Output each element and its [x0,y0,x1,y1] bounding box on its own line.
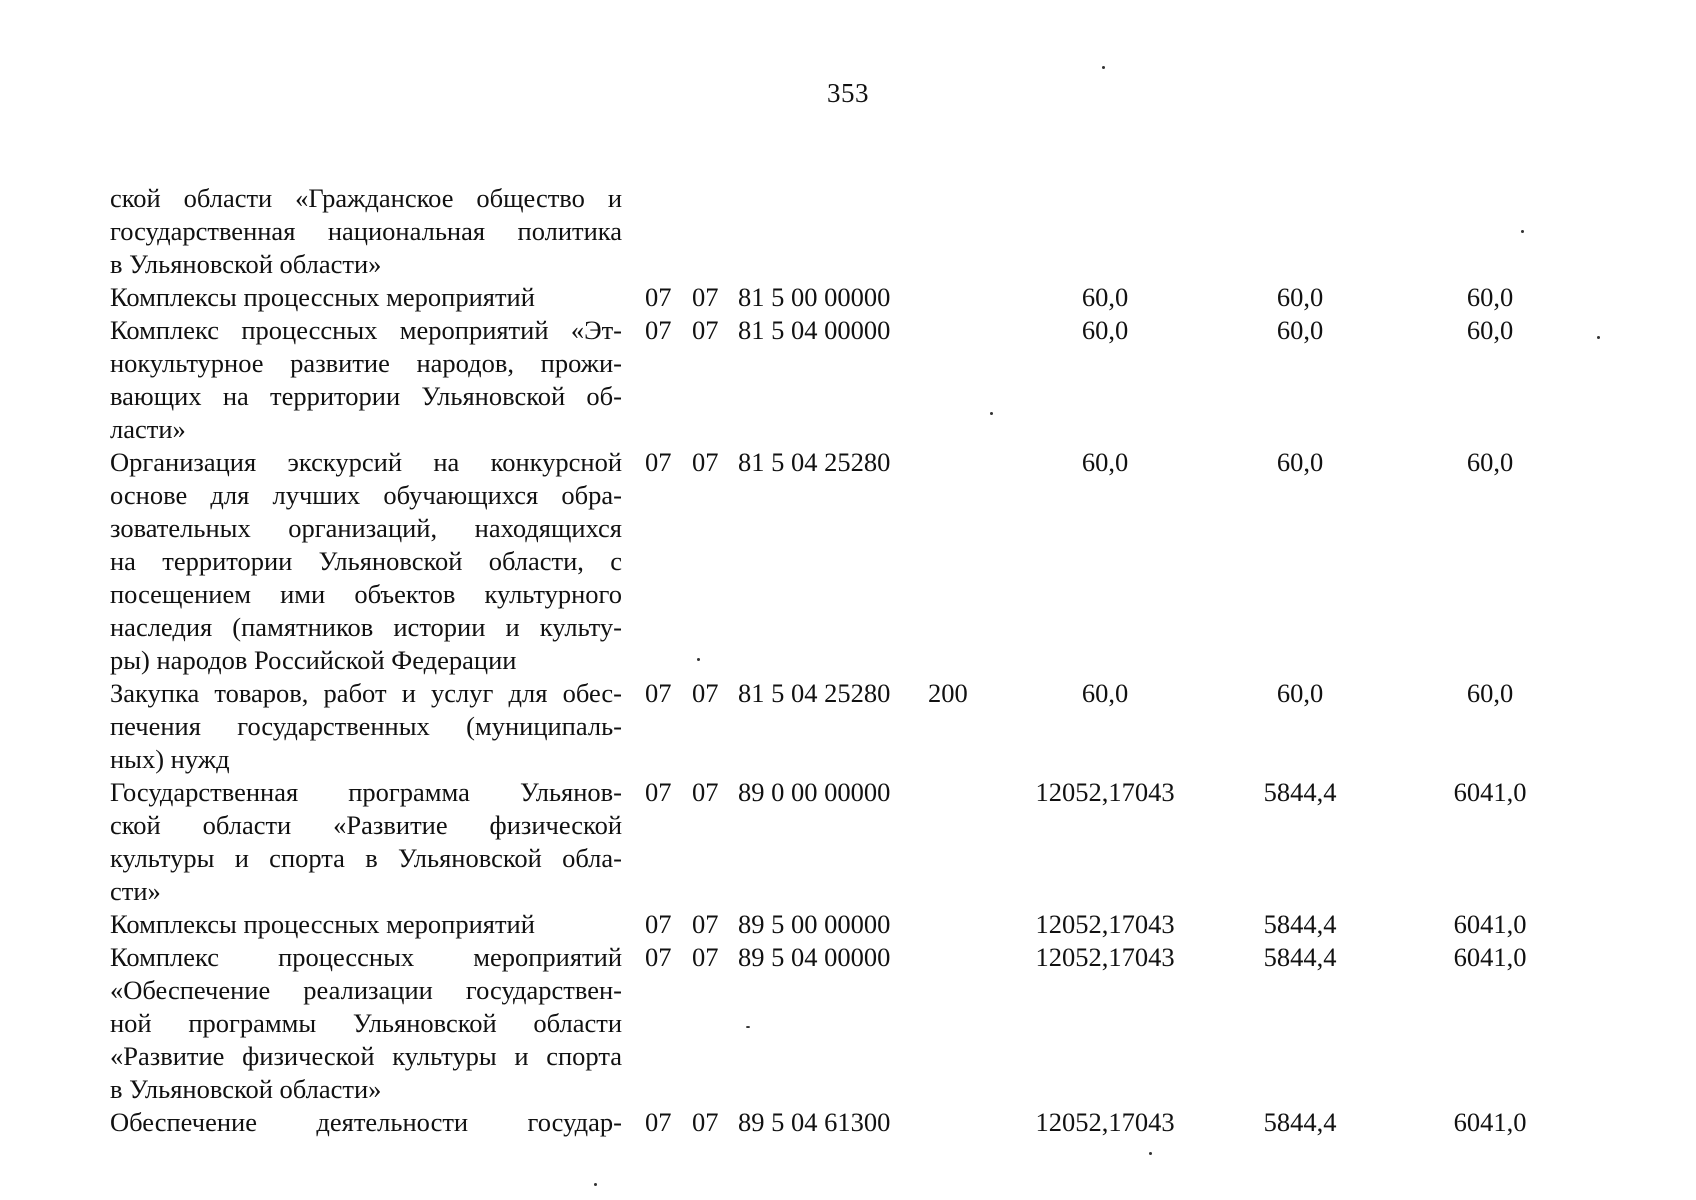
target-article-code: 81 5 00 00000 [738,282,891,312]
amount-year-3: 6041,0 [1453,942,1527,972]
table-row [110,182,1560,281]
subsection-code: 07 [692,942,719,972]
row-description [110,281,622,314]
section-code: 07 [645,942,672,972]
description-line: в Ульяновской области» [110,249,382,279]
table-row [110,446,1560,677]
amount-year-1: 60,0 [1081,678,1129,708]
section-code: 07 [645,678,672,708]
amount-year-1: 60,0 [1081,315,1129,345]
description-line: печения государственных (муниципаль- [110,711,622,741]
amount-year-2: 5844,4 [1263,777,1337,807]
row-description [110,314,622,446]
amount-year-2: 60,0 [1276,282,1324,312]
amount-year-1: 12052,17043 [1035,777,1175,807]
amount-year-1: 60,0 [1081,282,1129,312]
amount-year-3: 6041,0 [1453,909,1527,939]
amount-year-3: 60,0 [1466,315,1514,345]
description-line: ры) народов Российской Федерации [110,645,517,675]
page-number: 353 [827,78,869,108]
scan-speck [1597,336,1600,339]
description-line: Комплекс процессных мероприятий «Эт- [110,315,622,345]
table-row [110,281,1560,314]
description-line: Комплекс процессных мероприятий [110,942,622,972]
description-line: на территории Ульяновской области, с [110,546,622,576]
amount-year-3: 6041,0 [1453,1107,1527,1137]
scan-speck [1149,1152,1152,1155]
row-description [110,182,622,281]
description-line: Обеспечение деятельности государ- [110,1107,622,1137]
description-line: ных) нужд [110,744,230,774]
subsection-code: 07 [692,777,719,807]
section-code: 07 [645,909,672,939]
description-line: посещением ими объектов культурного [110,579,622,609]
table-row [110,677,1560,776]
description-line: Государственная программа Ульянов- [110,777,622,807]
description-line: вающих на территории Ульяновской об- [110,381,622,411]
description-line: ской области «Гражданское общество и [110,183,622,213]
section-code: 07 [645,1107,672,1137]
description-line: в Ульяновской области» [110,1074,382,1104]
amount-year-3: 60,0 [1466,447,1514,477]
budget-table [110,182,1560,1139]
amount-year-2: 60,0 [1276,447,1324,477]
amount-year-1: 12052,17043 [1035,942,1175,972]
scan-speck [990,412,993,415]
amount-year-2: 5844,4 [1263,942,1337,972]
scan-speck [1102,66,1105,69]
scan-speck [1521,230,1524,233]
target-article-code: 81 5 04 25280 [738,678,891,708]
description-line: культуры и спорта в Ульяновской обла- [110,843,622,873]
section-code: 07 [645,447,672,477]
row-description [110,776,622,908]
table-row [110,1106,1560,1139]
target-article-code: 81 5 04 25280 [738,447,891,477]
amount-year-1: 12052,17043 [1035,1107,1175,1137]
row-description [110,1106,622,1139]
description-line: «Развитие физической культуры и спорта [110,1041,622,1071]
scan-speck [697,658,700,661]
target-article-code: 89 5 04 00000 [738,942,891,972]
subsection-code: 07 [692,282,719,312]
description-line: ской области «Развитие физической [110,810,622,840]
table-row [110,908,1560,941]
amount-year-2: 60,0 [1276,678,1324,708]
target-article-code: 81 5 04 00000 [738,315,891,345]
subsection-code: 07 [692,678,719,708]
description-line: ласти» [110,414,186,444]
section-code: 07 [645,315,672,345]
subsection-code: 07 [692,315,719,345]
section-code: 07 [645,777,672,807]
subsection-code: 07 [692,909,719,939]
target-article-code: 89 0 00 00000 [738,777,891,807]
description-line: наследия (памятников истории и культу- [110,612,622,642]
amount-year-1: 12052,17043 [1035,909,1175,939]
amount-year-2: 5844,4 [1263,1107,1337,1137]
row-description [110,941,622,1106]
amount-year-3: 6041,0 [1453,777,1527,807]
scan-speck [746,1026,750,1028]
amount-year-3: 60,0 [1466,282,1514,312]
row-description [110,677,622,776]
description-line: Комплексы процессных мероприятий [110,282,535,312]
description-line: Закупка товаров, работ и услуг для обес- [110,678,622,708]
subsection-code: 07 [692,447,719,477]
section-code: 07 [645,282,672,312]
row-description [110,908,622,941]
amount-year-1: 60,0 [1081,447,1129,477]
description-line: «Обеспечение реализации государствен- [110,975,622,1005]
description-line: нокультурное развитие народов, прожи- [110,348,622,378]
target-article-code: 89 5 00 00000 [738,909,891,939]
description-line: Организация экскурсий на конкурсной [110,447,622,477]
expense-type-code: 200 [928,678,968,708]
description-line: ной программы Ульяновской области [110,1008,622,1038]
row-description [110,446,622,677]
description-line: государственная национальная политика [110,216,622,246]
amount-year-2: 5844,4 [1263,909,1337,939]
target-article-code: 89 5 04 61300 [738,1107,891,1137]
description-line: основе для лучших обучающихся обра- [110,480,622,510]
table-row [110,314,1560,446]
table-row [110,776,1560,908]
description-line: зовательных организаций, находящихся [110,513,622,543]
amount-year-2: 60,0 [1276,315,1324,345]
description-line: Комплексы процессных мероприятий [110,909,535,939]
scan-speck [594,1183,597,1186]
description-line: сти» [110,876,161,906]
table-row [110,941,1560,1106]
subsection-code: 07 [692,1107,719,1137]
amount-year-3: 60,0 [1466,678,1514,708]
